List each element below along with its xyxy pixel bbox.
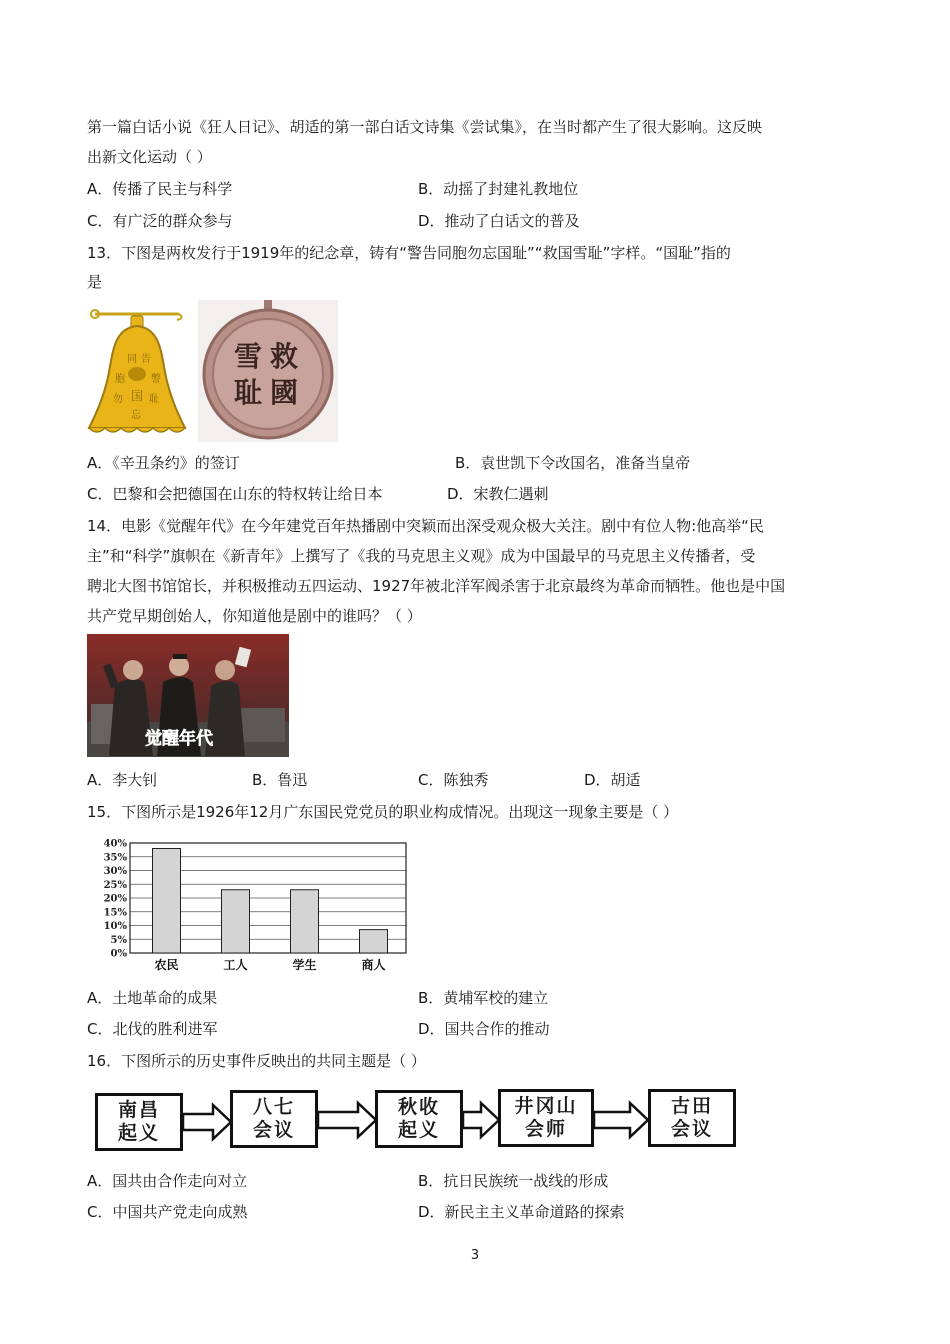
q16-option-d[interactable]: D．新民主主义革命道路的探索 [418, 1203, 625, 1221]
y-tick-label: 15% [103, 907, 127, 919]
coin-text-3: 耻 [234, 376, 263, 409]
q12-option-d[interactable]: D．推动了白话文的普及 [418, 212, 580, 230]
q13-option-d[interactable]: D．宋教仁遇刺 [447, 485, 549, 503]
x-tick-label: 学生 [292, 958, 317, 972]
q15-option-c[interactable]: C．北伐的胜利进军 [87, 1020, 218, 1038]
flow-label-gutian: 古田 会议 [670, 1095, 713, 1140]
flow-label-jinggangshan: 井冈山 会师 [514, 1095, 578, 1140]
bell-text-1: 同 [127, 354, 137, 365]
q16-option-a[interactable]: A．国共由合作走向对立 [87, 1172, 248, 1190]
flow-box-qiushou [375, 1090, 463, 1148]
y-tick-label: 10% [103, 921, 127, 932]
y-tick-label: 30% [103, 866, 127, 877]
q15-option-d[interactable]: D．国共合作的推动 [418, 1020, 550, 1038]
q15-stem-line1: 15．下图所示是1926年12月广东国民党党员的职业构成情况。出现这一现象主要是（ ） [87, 803, 679, 821]
q14-stem-line2: 主”和“科学”旗帜在《新青年》上撰写了《我的马克思主义观》成为中国最早的马克思主义传播者，受 [87, 547, 756, 565]
x-tick-label: 商人 [361, 958, 386, 972]
bar-2 [222, 890, 250, 953]
q12-stem-line2: 出新文化运动（ ） [87, 148, 212, 166]
coin-badge-image [198, 300, 338, 442]
q15-option-a[interactable]: A．土地革命的成果 [87, 989, 218, 1007]
bell-text-8: 忘 [131, 410, 141, 421]
flow-box-baqi [230, 1090, 318, 1148]
coin-text-1: 雪 [234, 340, 263, 373]
x-tick-label: 农民 [154, 958, 179, 972]
flow-label-nanchang: 南昌 起义 [117, 1099, 160, 1144]
bell-text-4: 警 [151, 374, 161, 385]
y-tick-label: 20% [103, 893, 127, 905]
q12-option-c[interactable]: C．有广泛的群众参与 [87, 212, 233, 230]
y-tick-label: 5% [110, 934, 127, 946]
flow-label-qiushou: 秋收 起义 [397, 1096, 440, 1141]
bar-3 [291, 890, 319, 953]
bell-text-7: 耻 [149, 394, 159, 405]
q12-stem-line1: 第一篇白话小说《狂人日记》、胡适的第一部白话文诗集《尝试集》，在当时都产生了很大影响。这反映 [87, 118, 763, 136]
q14-stem-line4: 共产党早期创始人，你知道他是剧中的谁吗？（ ） [87, 607, 422, 625]
bar-1 [153, 849, 181, 954]
arrow-right-icon [181, 1102, 233, 1142]
q14-option-b[interactable]: B．鲁迅 [252, 771, 308, 789]
q16-stem-line1: 16．下图所示的历史事件反映出的共同主题是（ ） [87, 1052, 426, 1070]
flow-label-baqi: 八七 会议 [252, 1096, 295, 1141]
flow-box-jinggangshan [498, 1089, 594, 1147]
flow-box-gutian [648, 1089, 736, 1147]
q14-option-c[interactable]: C．陈独秀 [418, 771, 489, 789]
y-tick-label: 25% [103, 879, 127, 891]
q16-option-b[interactable]: B．抗日民族统一战线的形成 [418, 1172, 609, 1190]
y-tick-label: 40% [103, 838, 127, 850]
bell-text-2: 告 [141, 354, 151, 365]
y-tick-label: 35% [103, 852, 127, 864]
q14-option-a[interactable]: A．李大钊 [87, 771, 158, 789]
page-number: 3 [470, 1248, 480, 1263]
arrow-right-icon [316, 1100, 378, 1140]
q13-option-c[interactable]: C．巴黎和会把德国在山东的特权转让给日本 [87, 485, 383, 503]
bell-text-3: 胞 [115, 374, 125, 385]
bell-text-6: 国 [131, 389, 144, 403]
coin-text-2: 救 [270, 340, 299, 373]
q12-option-a[interactable]: A．传播了民主与科学 [87, 180, 233, 198]
q13-stem-line1: 13．下图是两枚发行于1919年的纪念章，铸有“警告同胞勿忘国耻”“救国雪耻”字样。“国耻”指的 [87, 244, 731, 262]
bell-badge-image [87, 302, 187, 442]
q15-option-b[interactable]: B．黄埔军校的建立 [418, 989, 549, 1007]
bar-4 [360, 930, 388, 953]
q13-option-a[interactable]: A．《辛丑条约》的签订 [87, 454, 240, 472]
arrow-right-icon [461, 1100, 501, 1140]
bell-text-5: 勿 [113, 394, 123, 405]
q14-stem-line1: 14．电影《觉醒年代》在今年建党百年热播剧中突颖而出深受观众极大关注。剧中有位人物:他高举“民 [87, 517, 764, 535]
y-tick-label: 0% [110, 948, 127, 960]
q13-stem-line2: 是 [87, 273, 103, 291]
x-tick-label: 工人 [223, 958, 248, 972]
q13-option-b[interactable]: B．袁世凯下令改国名，准备当皇帝 [455, 454, 691, 472]
q12-option-b[interactable]: B．动摇了封建礼教地位 [418, 180, 579, 198]
poster-title: 觉醒年代 [145, 729, 213, 749]
flow-box-nanchang [95, 1093, 183, 1151]
q14-option-d[interactable]: D．胡适 [584, 771, 641, 789]
occupation-bar-chart [87, 835, 412, 975]
tv-poster-image [87, 634, 289, 757]
q14-stem-line3: 聘北大图书馆馆长，并积极推动五四运动、1927年被北洋军阀杀害于北京最终为革命而牺牲。他也是中国 [87, 577, 786, 595]
q16-option-c[interactable]: C．中国共产党走向成熟 [87, 1203, 248, 1221]
coin-text-4: 國 [270, 376, 299, 409]
arrow-right-icon [592, 1100, 650, 1140]
